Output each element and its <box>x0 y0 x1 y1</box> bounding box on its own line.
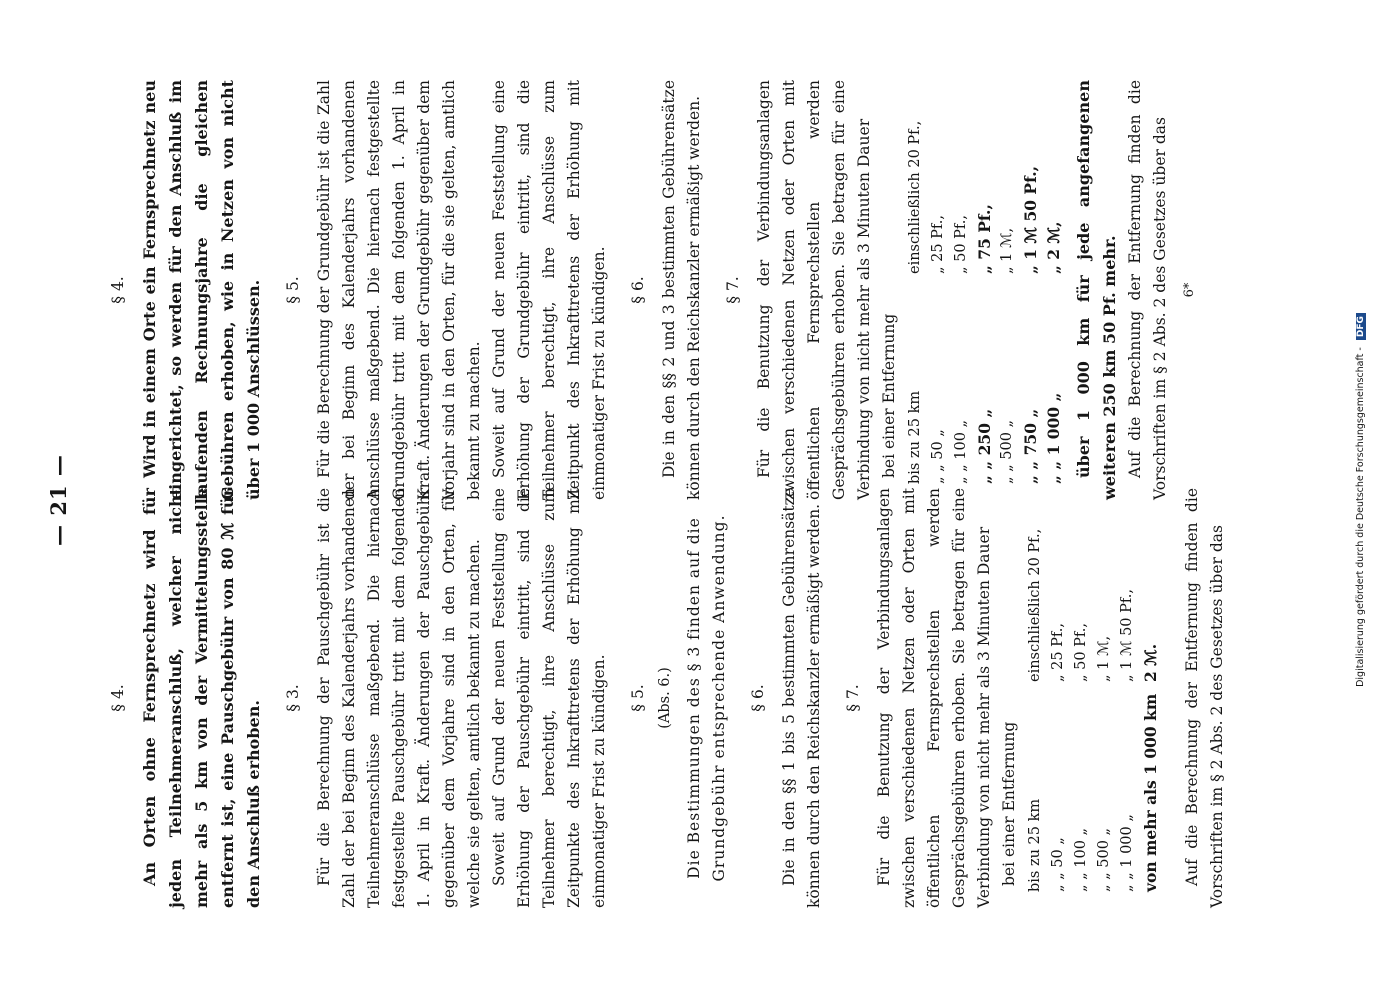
rate-row <box>1047 488 1070 892</box>
rate-row <box>904 80 927 484</box>
rate-row <box>1116 488 1139 892</box>
rate-distance: „ „ 500 „ <box>999 419 1015 484</box>
rate-distance: „ „ 750 „ <box>1021 408 1040 484</box>
left-column <box>92 488 1230 908</box>
rate-cost: „ 2 ℳ, <box>1044 221 1063 274</box>
rate-row <box>996 80 1019 484</box>
right-rate-table <box>904 80 1065 484</box>
rate-distance: „ „ 50 „ <box>930 429 946 484</box>
rate-cost: „ 1 ℳ, <box>999 227 1015 274</box>
rate-distance: „ „ 250 „ <box>975 408 994 484</box>
rate-cost: „ 25 Pf., <box>930 214 946 274</box>
left-section-6-text: Die in den §§ 1 bis 5 bestimmten Gebührensätze können durch den Reichskanzler ermäßigt werden. <box>780 488 823 908</box>
rate-distance: „ „ 100 „ <box>1073 827 1089 892</box>
rate-row <box>1019 80 1042 484</box>
left-section-3-paragraph-1: Für die Berechnung der Pauschgebühr ist die Zahl der bei Beginn des Kalenderjahrs vorhandenen Teilnehmeranschlüsse maßgebend. Die hiernach festgestellte Pauschgebühr tritt mit dem folgenden 1. April in Kraft. Änderungen der Pauschgebühr gegenüber dem Vorjahre sind in den Orten, für welche sie gelten, amtlich bekannt zu machen. <box>315 488 483 908</box>
left-closing-text: Auf die Berechnung der Entfernung finden die Vorschriften im § 2 Abs. 2 des Gesetzes über das <box>1183 488 1226 908</box>
right-section-5-paragraph-1: Für die Berechnung der Grundgebühr ist die Zahl der bei Beginn des Kalenderjahrs vorhandenen Anschlüsse maßgebend. Die hiernach festgestellte Grundgebühr tritt mit dem folgenden 1. April in Kraft. Änderungen der Grundgebühr gegenüber dem Vorjahr sind in den Orten, für die sie gelten, amtlich bekannt zu machen. <box>315 80 483 500</box>
right-section-5-title: § 5. <box>284 276 302 304</box>
rate-cost: „ 1 ℳ 50 Pf., <box>1021 166 1040 274</box>
right-column <box>92 80 1202 500</box>
right-section-6-text: Die in den §§ 2 und 3 bestimmten Gebührensätze können durch den Reichskanzler ermäßigt werden. <box>660 80 703 500</box>
rate-row <box>1070 488 1093 892</box>
rate-cost: 2 ℳ. <box>1141 643 1160 682</box>
dfg-logo: DFG <box>1356 313 1366 340</box>
rate-row <box>927 80 950 484</box>
signature-mark: 6* <box>1182 282 1197 298</box>
left-rates-intro: bei einer Entfernung <box>1000 721 1018 886</box>
left-section-5-title: § 5. <box>629 684 647 712</box>
right-rates-intro: bei einer Entfernung <box>880 313 898 478</box>
rate-row <box>1093 488 1116 892</box>
rate-row <box>1139 488 1162 892</box>
left-section-3-title: § 3. <box>284 684 302 712</box>
page-number: — 21 — <box>46 454 71 546</box>
right-section-7-title: § 7. <box>724 276 742 304</box>
rate-distance: bis zu 25 km <box>907 390 923 484</box>
right-surcharge-text: über 1 000 km für jede angefangenen weiteren 250 km 50 Pf. mehr. <box>1074 80 1119 500</box>
rate-row <box>1024 488 1047 892</box>
right-section-4-title: § 4. <box>109 276 127 304</box>
rate-cost: „ 1 ℳ, <box>1096 635 1112 682</box>
rate-distance: „ „ 1 000 „ <box>1119 814 1135 892</box>
rate-cost: „ 1 ℳ 50 Pf., <box>1119 589 1135 682</box>
left-section-6-title: § 6. <box>749 684 767 712</box>
rate-distance: „ „ 100 „ <box>953 419 969 484</box>
left-section-3-paragraph-2: Soweit auf Grund der neuen Feststellung eine Erhöhung der Pauschgebühr eintritt, sind die Teilnehmer berechtigt, ihre Anschlüsse zum Zeitpunkte des Inkrafttretens der Erhöhung mit einmonatiger Frist zu kündigen. <box>490 488 608 908</box>
rate-cost: einschließlich 20 Pf., <box>907 120 923 274</box>
left-rate-table <box>1024 488 1162 892</box>
left-section-5-subtitle: (Abs. 6.) <box>657 667 673 729</box>
rate-cost: „ 75 Pf., <box>975 204 994 274</box>
rate-cost: „ 50 Pf., <box>953 214 969 274</box>
rate-row <box>1042 80 1065 484</box>
right-closing-text: Auf die Berechnung der Entfernung finden die Vorschriften im § 2 Abs. 2 des Gesetzes über das <box>1126 80 1169 500</box>
rate-row <box>973 80 996 484</box>
rate-distance: bis zu 25 km <box>1027 798 1043 892</box>
left-section-7-title: § 7. <box>844 684 862 712</box>
left-section-4-title: § 4. <box>109 684 127 712</box>
left-section-7-text: Für die Benutzung der Verbindungsanlagen zwischen verschiedenen Netzen oder Orten mit öffentlichen Fernsprechstellen werden Gesprächsgebühren erhoben. Sie betragen für eine Verbindung von nicht mehr als 3 Minuten Dauer <box>875 488 993 908</box>
right-section-6-title: § 6. <box>629 276 647 304</box>
rate-cost: „ 50 Pf., <box>1073 622 1089 682</box>
digitization-footer <box>1355 0 1366 1000</box>
digitization-note: Digitalisierung gefördert durch die Deutsche Forschungsgemeinschaft - <box>1355 347 1366 687</box>
rate-row <box>950 80 973 484</box>
rate-distance: „ „ 1 000 „ <box>1044 392 1063 484</box>
left-section-5-text: Die Bestimmungen des § 3 finden auf die Grundgebühr entsprechende Anwendung. <box>685 514 728 882</box>
rate-distance: von mehr als 1 000 km <box>1141 693 1160 892</box>
right-section-5-paragraph-2: Soweit auf Grund der neuen Feststellung eine Erhöhung der Grundgebühr eintritt, sind die Teilnehmer berechtigt, ihre Anschlüsse zum Zeitpunkt des Inkrafttretens der Erhöhung mit einmonatiger Frist zu kündigen. <box>490 80 608 500</box>
rate-distance: „ „ 50 „ <box>1050 837 1066 892</box>
left-section-4-text: An Orten ohne Fernsprechnetz wird für jeden Teilnehmeranschluß, welcher nicht mehr als 5 km von der Vermittelungsstelle entfernt ist, eine Pauschgebühr von 80 ℳ für den Anschluß erhoben. <box>140 488 263 908</box>
right-section-7-text: Für die Benutzung der Verbindungsanlagen zwischen verschiedenen Netzen oder Orten mit öffentlichen Fernsprechstellen werden Gesprächsgebühren erhoben. Sie betragen für eine Verbindung von nicht mehr als 3 Minuten Dauer <box>755 80 873 500</box>
rate-cost: „ 25 Pf., <box>1050 622 1066 682</box>
rate-cost: einschließlich 20 Pf., <box>1027 528 1043 682</box>
rate-distance: „ „ 500 „ <box>1096 827 1112 892</box>
right-section-4-text: Wird in einem Orte ein Fernsprechnetz neu eingerichtet, so werden für den Anschluß im laufenden Rechnungsjahre die gleichen Gebühren erhoben, wie in Netzen von nicht über 1 000 Anschlüssen. <box>140 80 263 500</box>
